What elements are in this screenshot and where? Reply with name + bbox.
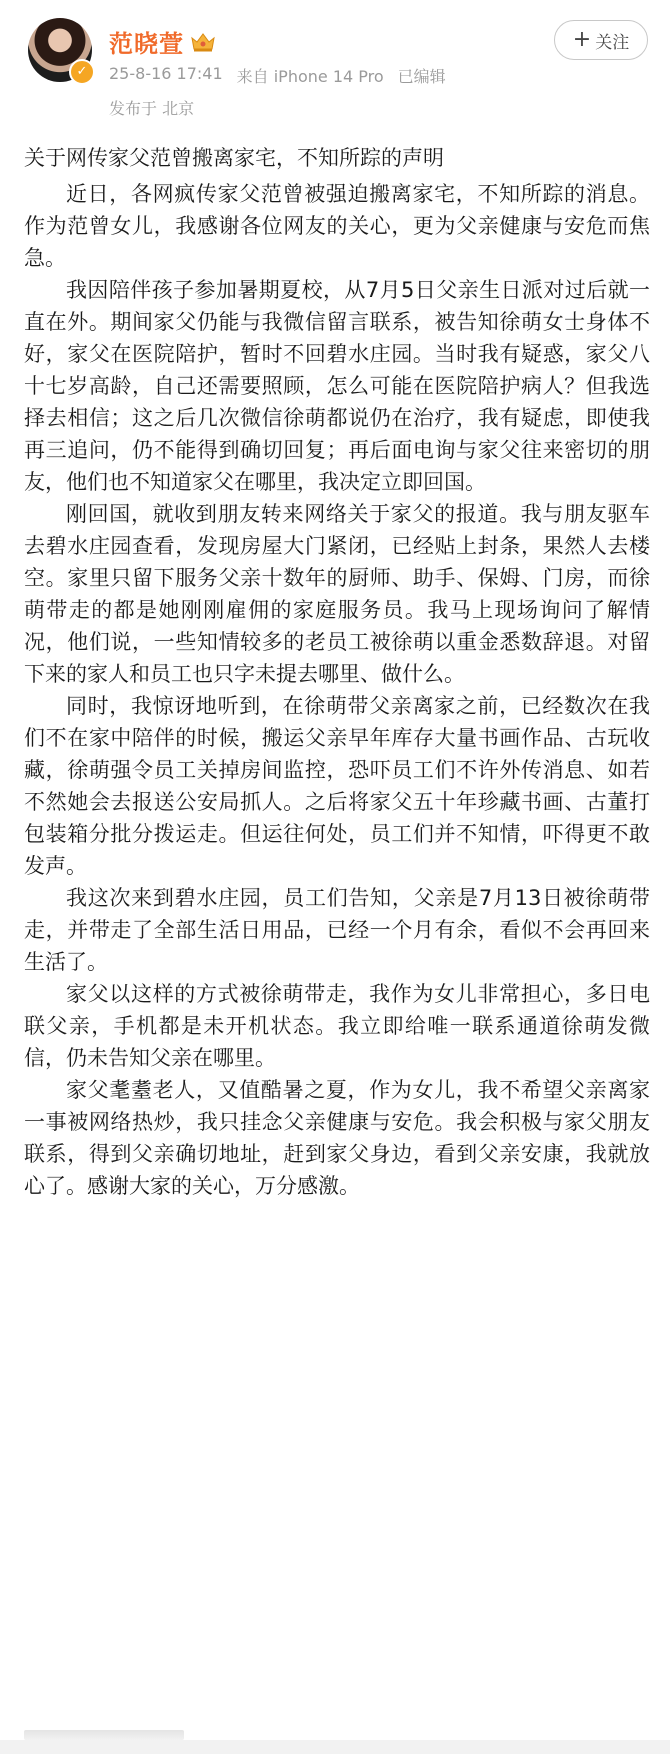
post-time: 25-8-16 17:41 bbox=[109, 64, 223, 83]
footer-fragment bbox=[24, 1730, 184, 1740]
crown-icon bbox=[190, 31, 216, 53]
post-location: 发布于 北京 bbox=[109, 99, 195, 118]
plus-icon: + bbox=[572, 27, 592, 52]
follow-label: 关注 bbox=[595, 32, 630, 53]
post-body bbox=[24, 142, 650, 1202]
post-paragraph: 近日，各网疯传家父范曾被强迫搬离家宅，不知所踪的消息。作为范曾女儿，我感谢各位网友的关心，更为父亲健康与安危而焦急。 bbox=[24, 182, 650, 270]
post-paragraph: 家父以这样的方式被徐萌带走，我作为女儿非常担心，多日电联父亲，手机都是未开机状态。我立即给唯一联系通道徐萌发微信，仍未告知父亲在哪里。 bbox=[24, 982, 650, 1070]
post-paragraph: 家父耄耋老人，又值酷暑之夏，作为女儿，我不希望父亲离家一事被网络热炒，我只挂念父亲健康与安危。我会积极与家父朋友联系，得到父亲确切地址，赶到家父身边，看到父亲安康，我就放心了。感谢大家的关心，万分感激。 bbox=[24, 1078, 650, 1198]
section-divider bbox=[0, 1740, 670, 1754]
post-header bbox=[0, 0, 670, 130]
post-meta bbox=[109, 64, 446, 87]
username-row bbox=[109, 24, 216, 59]
post-source: 来自 iPhone 14 Pro bbox=[236, 67, 384, 86]
post-paragraph: 刚回国，就收到朋友转来网络关于家父的报道。我与朋友驱车去碧水庄园查看，发现房屋大门紧闭，已经贴上封条，果然人去楼空。家里只留下服务父亲十数年的厨师、助手、保姆、门房，而徐萌带走的都是她刚刚雇佣的家庭服务员。我马上现场询问了解情况，他们说，一些知情较多的老员工被徐萌以重金悉数辞退。对留下来的家人和员工也只字未提去哪里、做什么。 bbox=[24, 502, 650, 686]
post-paragraph: 我因陪伴孩子参加暑期夏校，从7月5日父亲生日派对过后就一直在外。期间家父仍能与我微信留言联系，被告知徐萌女士身体不好，家父在医院陪护，暂时不回碧水庄园。当时我有疑惑，家父八十七岁高龄，自己还需要照顾，怎么可能在医院陪护病人？但我选择去相信；这之后几次微信徐萌都说仍在治疗，我有疑虑，即使我再三追问，仍不能得到确切回复；再后面电询与家父往来密切的朋友，他们也不知道家父在哪里，我决定立即回国。 bbox=[24, 278, 650, 494]
post-paragraph: 同时，我惊讶地听到，在徐萌带父亲离家之前，已经数次在我们不在家中陪伴的时候，搬运父亲早年库存大量书画作品、古玩收藏，徐萌强令员工关掉房间监控，恐吓员工们不许外传消息、如若不然她会去报送公安局抓人。之后将家父五十年珍藏书画、古董打包装箱分批分拨运走。但运往何处，员工们并不知情，吓得更不敢发声。 bbox=[24, 694, 650, 878]
username[interactable]: 范晓萱 bbox=[109, 30, 184, 58]
follow-button[interactable] bbox=[554, 20, 648, 60]
edited-label[interactable]: 已编辑 bbox=[397, 67, 446, 86]
avatar[interactable] bbox=[28, 18, 92, 82]
post-paragraph: 我这次来到碧水庄园，员工们告知，父亲是7月13日被徐萌带走，并带走了全部生活日用品，已经一个月有余，看似不会再回来生活了。 bbox=[24, 886, 650, 974]
verified-badge-icon: ✓ bbox=[69, 59, 95, 85]
post-title: 关于网传家父范曾搬离家宅，不知所踪的声明 bbox=[24, 146, 444, 170]
